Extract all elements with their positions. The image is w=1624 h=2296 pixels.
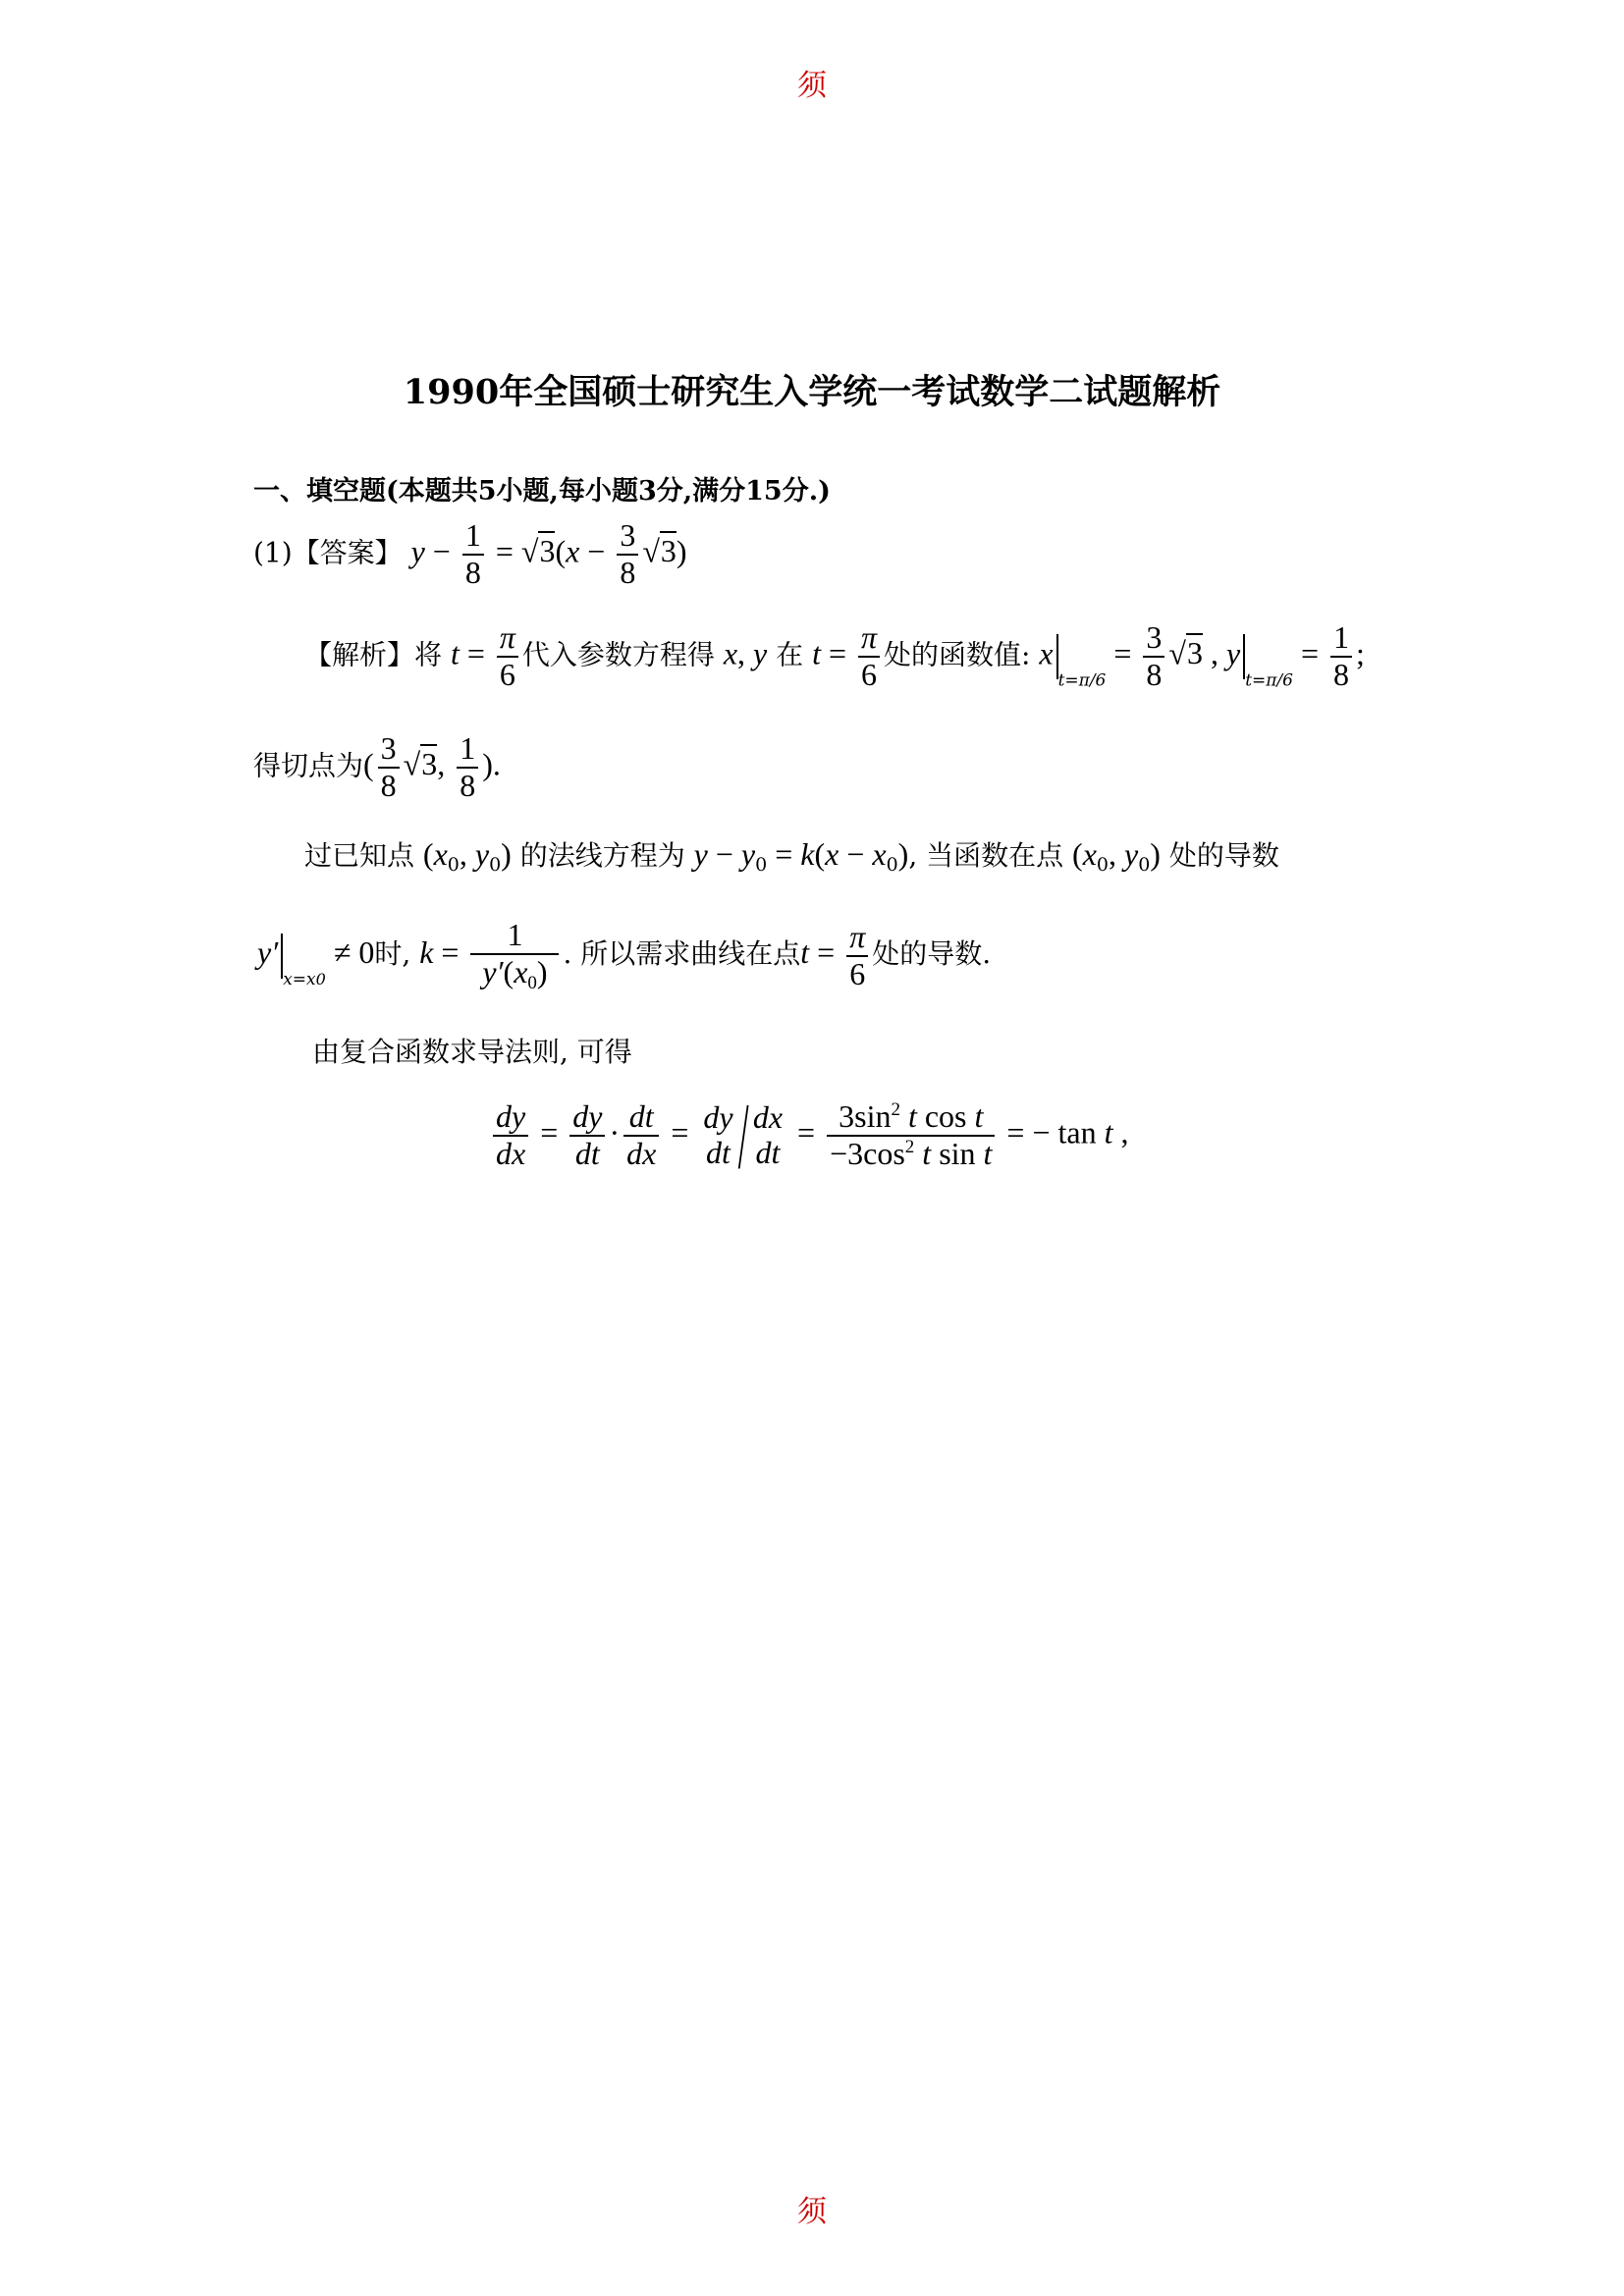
derivative-condition-line: $y'_{x=x0} \ne 0$时, k = $\frac{1}{y'(x_0)}$ . 所以需求曲线在点t = $\frac{\pi}{6}$ 处的导数. xyxy=(257,917,992,993)
tangent-point-line: 得切点为( $\frac{3}{8}$ √3, $\frac{1}{8}$ ). xyxy=(253,730,501,803)
chain-rule-text: 由复合函数求导法则, 可得 xyxy=(312,1036,632,1068)
page-header-mark: 须 xyxy=(797,69,827,103)
section-heading: 一、填空题(本题共5小题,每小题3分,满分15分.) xyxy=(253,476,831,507)
answer-line: (1)【答案】 y − $\frac{1}{8}$ = √3(x − $\frac{3}{8}$ √3) xyxy=(253,517,687,590)
answer-label: (1)【答案】 xyxy=(253,536,403,569)
normal-line-paragraph: 过已知点 ($x_0$, $y_0$) 的法线方程为 $y - y_0 = k(x - x_0)$, 当函数在点 ($x_0$, $y_0$) 处的导数 xyxy=(304,836,1279,876)
chain-rule-formula: $\frac{dy}{dx}$ = $\frac{dy}{dt}$ · $\frac{dt}{dx}$ = dy dt / dx dt = $\frac{3\sin^2 t \cos t}{-3\cos^2 t \sin t}$ = − tan t , xyxy=(489,1092,1129,1180)
page-footer-mark: 须 xyxy=(797,2195,827,2229)
answer-formula: y xyxy=(410,533,425,569)
analysis-label: 【解析】 xyxy=(304,638,415,671)
document-title: 1990年全国硕士研究生入学统一考试数学二试题解析 xyxy=(403,372,1221,412)
analysis-line-1: 【解析】将 t = $\frac{\pi}{6}$ 代入参数方程得 x, y 在 t = $\frac{\pi}{6}$ 处的函数值: $x_{t=\pi/6}$ = $\frac{3}{8}$ √3 , $y_{t=\pi/6}$ = $\frac{1}{8}$ ; xyxy=(304,619,1365,692)
